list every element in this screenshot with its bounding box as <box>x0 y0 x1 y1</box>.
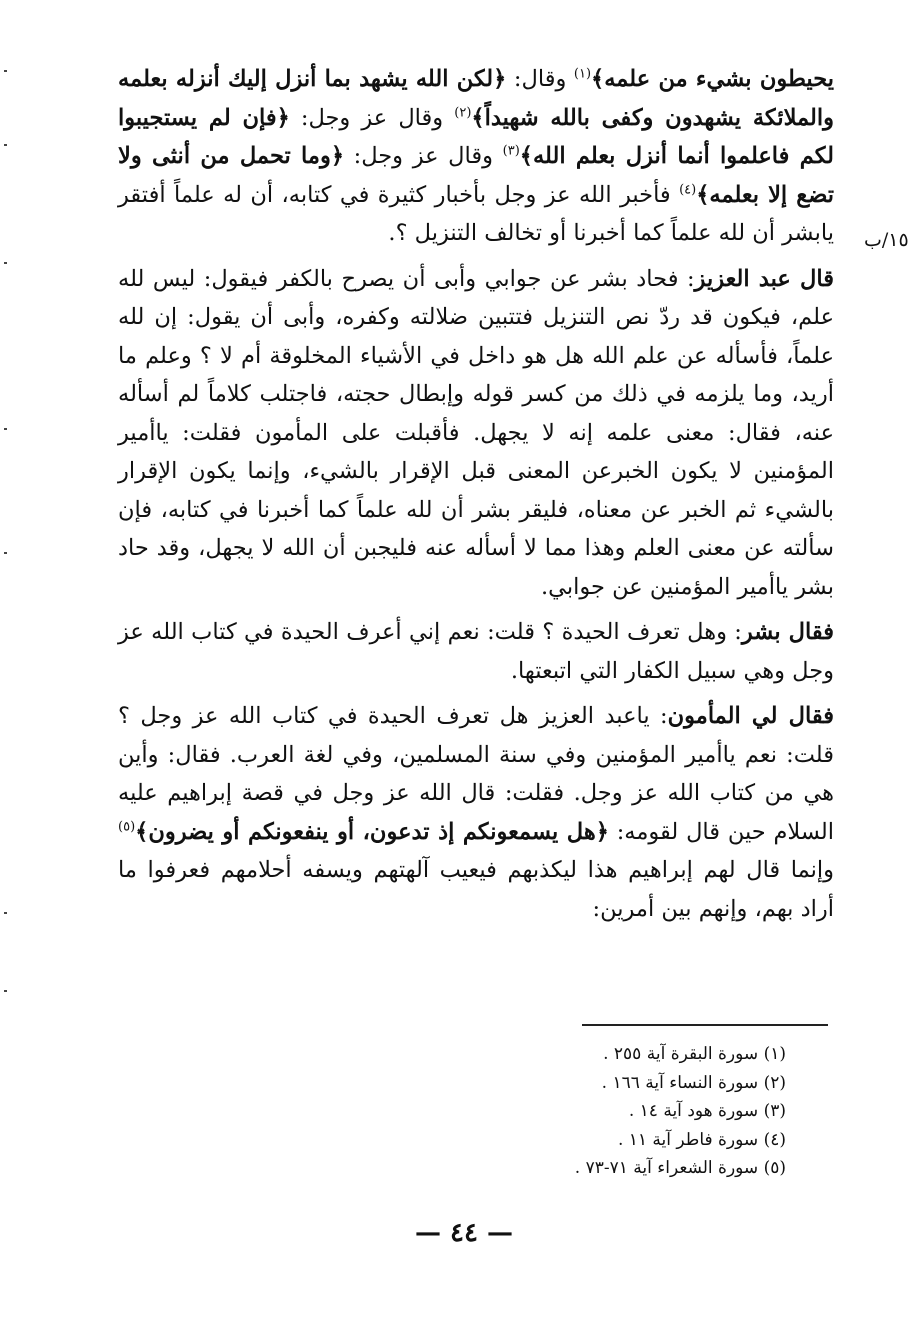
footnote-item: (٣) سورة هود آية ١٤ . <box>628 1101 786 1121</box>
text-run: وإنما قال لهم إبراهيم هذا ليكذبهم فيعيب آلهتهم ويسفه أحلامهم فعرفوا ما أراد بهم، وإنهم بين أمرين: <box>118 857 834 922</box>
footnote-marker: (٣) <box>502 143 520 159</box>
paragraph <box>118 260 834 607</box>
scan-edge-mark <box>4 552 7 554</box>
quran-quote: ﴿لكن الله يشهد بما أنزل إليك أنزله بعلمه والملائكة يشهدون وكفى بالله شهيداً﴾ <box>118 66 835 131</box>
quran-quote: ﴿هل يسمعونكم إذ تدعون، أو ينفعونكم أو يضرون﴾ <box>135 818 609 845</box>
speaker-name: فقال لي المأمون <box>667 703 834 729</box>
page-number: — ٤٤ — <box>414 1218 514 1248</box>
text-run: وقال عز وجل: <box>344 143 503 169</box>
footnote-item: (٥) سورة الشعراء آية ٧١-٧٣ . <box>574 1158 786 1178</box>
text-run: وقال عز وجل: <box>289 104 455 131</box>
quran-quote: ﴿وما تحمل من أنثى ولا تضع إلا بعلمه﴾ <box>118 143 834 208</box>
footnote-marker: (٥) <box>118 819 136 834</box>
paragraph <box>118 613 834 690</box>
scan-edge-mark <box>4 990 7 992</box>
text-run: وقال: <box>506 66 574 92</box>
margin-folio-note: ١٥/ب <box>864 229 909 251</box>
scan-edge-mark <box>4 262 7 264</box>
main-text <box>118 60 834 928</box>
speaker-name: فقال بشر <box>741 619 834 645</box>
scan-edge-mark <box>4 912 7 914</box>
footnote-marker: (٤) <box>679 182 697 197</box>
speaker-name: قال عبد العزيز <box>694 265 834 292</box>
footnotes <box>500 1040 786 1183</box>
quran-quote: ﴿فإن لم يستجيبوا لكم فاعلموا أنما أنزل بعلم الله﴾ <box>118 104 834 169</box>
text-run: : ياعبد العزيز هل تعرف الحيدة في كتاب الله عز وجل ؟ قلت: نعم ياأمير المؤمنين وفي سنة المسلمين، وفي لغة العرب. فقال: وأين هي من كتاب الله عز وجل. فقلت: قال الله عز وجل في قصة إبراهيم عليه السلام حين قال لقومه: <box>118 703 834 845</box>
paragraph <box>118 60 834 253</box>
quran-quote: يحيطون بشيء من علمه﴾ <box>591 66 834 92</box>
paragraph <box>118 697 834 928</box>
text-run: : وهل تعرف الحيدة ؟ قلت: نعم إني أعرف الحيدة في كتاب الله عز وجل وهي سبيل الكفار التي اتبعتها. <box>118 619 834 684</box>
text-run: : فحاد بشر عن جوابي وأبى أن يصرح بالكفر فيقول: ليس لله علم، فيكون قد ردّ نص التنزيل فتتبين ضلالته وكفره، وأبى أن يقول: إن لله علماً، فأسأله عن علم الله هل هو داخل في الأشياء المخلوقة أم لا ؟ وعلم ما أريد، وما يلزمه في ذلك من كسر قوله وإبطال حجته، فاجتلب كلاماً لم أسأله عنه، فقال: معنى علمه إنه لا يجهل. فأقبلت على المأمون فقلت: ياأمير المؤمنين لا يكون الخبرعن المعنى قبل الإقرار بالشيء، وإنما يكون الإقرار بالشيء ثم الخبر عن معناه، فليقر بشر أن لله علماً كما أخبرنا في كتابه، فإن سألته عن معنى العلم وهذا مما لا أسأله عنه فليجبن أن الله لا يجهل، وقد حاد بشر ياأمير المؤمنين عن جوابي. <box>118 265 834 600</box>
scan-edge-mark <box>4 144 7 146</box>
footnote-marker: (١) <box>573 66 592 82</box>
footnote-item: (٤) سورة فاطر آية ١١ . <box>617 1129 786 1150</box>
footnote-separator <box>582 1024 828 1026</box>
text-run: فأخبر الله عز وجل بأخبار كثيرة في كتابه، أن له علماً أفتقر يابشر أن لله علماً كما أخبرنا أو تخالف التنزيل ؟. <box>118 181 834 246</box>
scan-edge-mark <box>4 70 7 72</box>
footnote-item: (٢) سورة النساء آية ١٦٦ . <box>601 1072 786 1093</box>
scan-edge-mark <box>4 428 7 430</box>
footnote-item: (١) سورة البقرة آية ٢٥٥ . <box>603 1044 786 1064</box>
footnote-marker: (٢) <box>454 105 472 120</box>
